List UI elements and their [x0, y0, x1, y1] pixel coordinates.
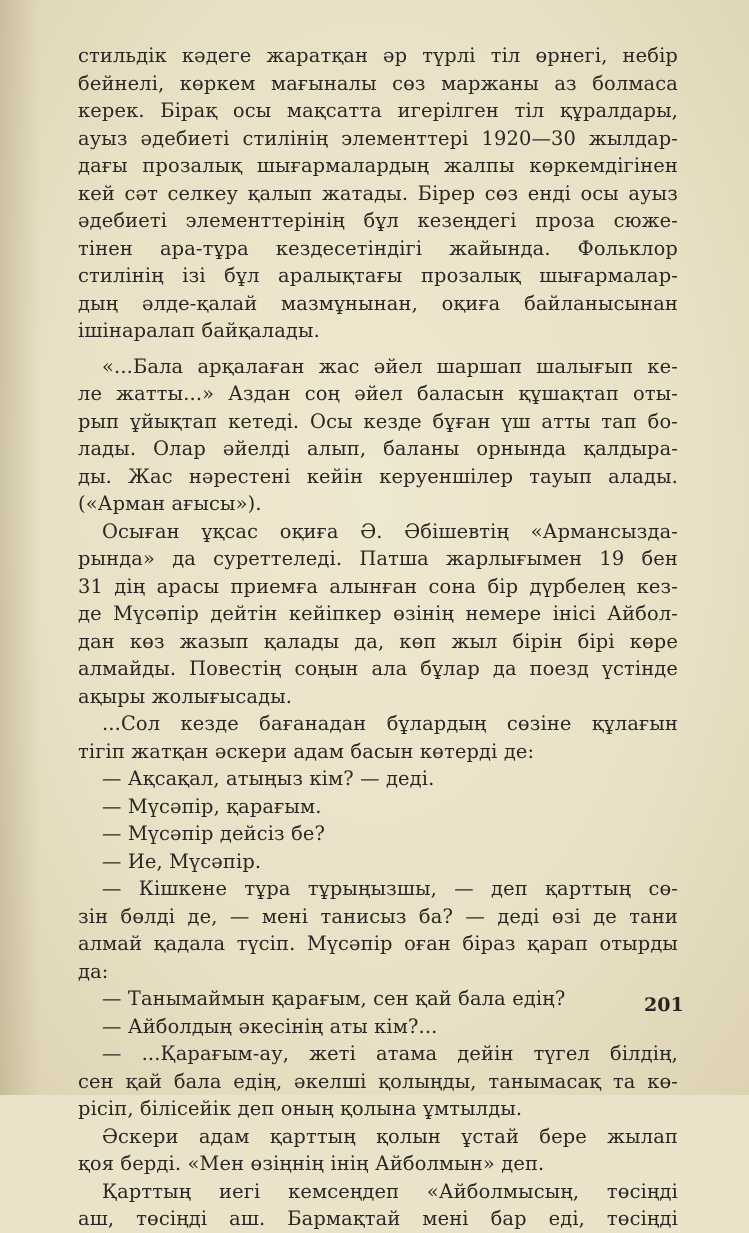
text-line: зін бөлді де, — мені танисыз ба? — деді өзі де тани [78, 904, 678, 928]
text-line: ле жатты...» Аздан соң әйел баласын құшақтап оты- [78, 382, 678, 405]
text-line: бейнелі, көркем мағыналы сөз маржаны аз болмаса [78, 71, 678, 95]
text-line: де Мүсәпір дейтін кейіпкер өзінің немере інісі Айбол- [78, 602, 678, 625]
text-line: керек. Бірақ осы мақсатта игерілген тіл құралдары, [78, 99, 678, 122]
body-text [78, 42, 678, 1233]
text-line: алмайды. Повестің соңын ала бұлар да поезд үстінде [78, 657, 678, 680]
text-line: «...Бала арқалаған жас әйел шаршап шалығып ке- [102, 354, 678, 378]
text-line: Әскери адам қарттың қолын ұстай бере жылап [102, 1124, 678, 1148]
text-line: ауыз әдебиеті стилінің элементтері 1920—30 жылдар- [78, 126, 678, 150]
text-line: («Арман ағысы»). [78, 492, 262, 515]
text-line: тігіп жатқан әскери адам басын көтерді де: [78, 739, 535, 763]
page-number: 201 [644, 994, 684, 1016]
text-line: Осыған ұқсас оқиға Ә. Әбішевтің «Армансызда- [102, 519, 678, 543]
text-line: — Кішкене тұра тұрыңызшы, — деп қарттың сө- [102, 877, 678, 900]
text-line: әдебиеті элементтерінің бұл кезеңдегі проза сюже- [78, 209, 678, 232]
paragraph-gap [78, 345, 678, 353]
text-line: стилінің ізі бұл аралықтағы прозалық шығармалар- [78, 264, 678, 287]
text-line: да: [78, 959, 109, 983]
text-line: рып ұйықтап кетеді. Осы кезде бұған үш атты тап бо- [78, 409, 678, 433]
text-line: лады. Олар әйелді алып, баланы орнында қалдыра- [78, 437, 678, 460]
text-line: алмай қадала түсіп. Мүсәпір оған біраз қарап отырды [78, 932, 678, 955]
text-line: — Ие, Мүсәпір. [102, 849, 262, 873]
text-line: тінен ара-тұра кездесетіндігі жайында. Фольклор [78, 236, 678, 260]
text-line: — Танымаймын қарағым, сен қай бала едің? [102, 987, 566, 1010]
text-line: Қарттың иегі кемсеңдеп «Айболмысың, төсіңді [102, 1179, 678, 1203]
text-line: — Ақсақал, атыңыз кім? — деді. [102, 767, 435, 790]
text-line: дан көз жазып қалады да, көп жыл бірін бірі көре [78, 629, 678, 653]
text-line: ішінаралап байқалады. [78, 319, 320, 342]
text-line: сен қай бала едің, әкелші қолыңды, танымасақ та кө- [78, 1069, 678, 1093]
text-line: рісіп, білісейік деп оның қолына ұмтылды. [78, 1097, 523, 1120]
text-line: аш, төсіңді аш. Бармақтай мені бар еді, төсіңді [78, 1207, 678, 1230]
text-line: ды. Жас нәрестені кейін керуеншілер тауып алады. [78, 464, 678, 488]
text-line: — Мүсәпір дейсіз бе? [102, 822, 326, 845]
text-line: кей сәт селкеу қалып жатады. Бірер сөз енді осы ауыз [78, 181, 678, 205]
text-line: дағы прозалық шығармалардың жалпы көркемдігінен [78, 154, 678, 177]
text-line: ақыры жолығысады. [78, 684, 293, 708]
text-line: қоя берді. «Мен өзіңнің інің Айболмын» деп. [78, 1152, 545, 1175]
text-line: — ...Қарағым-ау, жеті атама дейін түгел білдің, [102, 1042, 678, 1065]
text-line: рында» да суреттеледі. Патша жарлығымен 19 бен [78, 547, 678, 570]
text-line: — Мүсәпір, қарағым. [102, 794, 322, 818]
text-line: — Айболдың әкесінің аты кім?... [102, 1014, 438, 1038]
text-line: дың әлде-қалай мазмұнынан, оқиға байланысынан [78, 291, 678, 315]
text-line: ...Сол кезде бағанадан бұлардың сөзіне құлағын [102, 712, 678, 735]
page-edge-shadow [0, 0, 40, 1095]
text-line: стильдік кәдеге жаратқан әр түрлі тіл өрнегі, небір [78, 44, 678, 67]
text-line: 31 дің арасы приемға алынған сона бір дүрбелең кез- [78, 574, 678, 598]
